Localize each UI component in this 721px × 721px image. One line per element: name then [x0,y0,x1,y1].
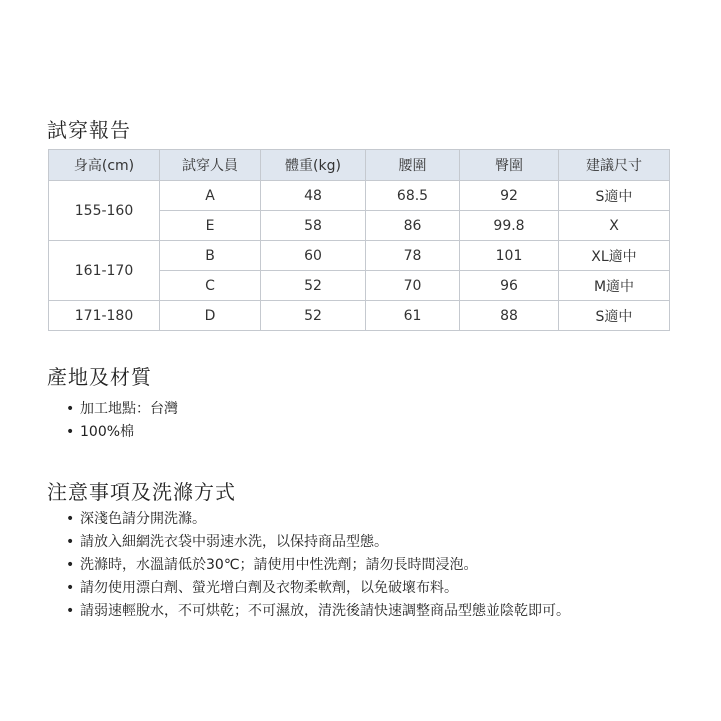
person-cell: A [160,181,261,211]
fitting-report-table [48,149,670,331]
person-cell: E [160,211,261,241]
weight-cell: 52 [261,271,366,301]
waist-cell: 86 [366,211,460,241]
person-cell: B [160,241,261,271]
list-item: • 100%棉 [66,421,178,444]
header-size: 建議尺寸 [559,150,670,181]
header-hip: 臀圍 [460,150,559,181]
header-height: 身高(cm) [49,150,160,181]
table-header-row [49,150,670,181]
report-title: 試穿報告 [47,118,131,142]
waist-cell: 61 [366,301,460,331]
care-title: 注意事項及洗滌方式 [47,480,236,504]
origin-title: 產地及材質 [47,365,152,389]
size-cell: X [559,211,670,241]
height-range-cell: 171-180 [49,301,160,331]
header-weight: 體重(kg) [261,150,366,181]
weight-cell: 58 [261,211,366,241]
header-person: 試穿人員 [160,150,261,181]
list-item: • 加工地點：台灣 [66,398,178,421]
header-waist: 腰圍 [366,150,460,181]
size-cell: XL適中 [559,241,670,271]
person-cell: C [160,271,261,301]
list-item: • 請放入細網洗衣袋中弱速水洗，以保持商品型態。 [66,531,570,554]
person-cell: D [160,301,261,331]
hip-cell: 99.8 [460,211,559,241]
waist-cell: 68.5 [366,181,460,211]
size-cell: M適中 [559,271,670,301]
list-item: • 請弱速輕脫水，不可烘乾；不可濕放，清洗後請快速調整商品型態並陰乾即可。 [66,600,570,623]
list-item: • 深淺色請分開洗滌。 [66,508,570,531]
waist-cell: 78 [366,241,460,271]
weight-cell: 52 [261,301,366,331]
list-item: • 洗滌時，水溫請低於30℃；請使用中性洗劑；請勿長時間浸泡。 [66,554,570,577]
height-range-cell: 155-160 [49,181,160,241]
table-row [49,241,670,271]
list-item: • 請勿使用漂白劑、螢光增白劑及衣物柔軟劑，以免破壞布料。 [66,577,570,600]
care-list [66,508,570,623]
hip-cell: 101 [460,241,559,271]
weight-cell: 48 [261,181,366,211]
size-cell: S適中 [559,301,670,331]
hip-cell: 88 [460,301,559,331]
weight-cell: 60 [261,241,366,271]
hip-cell: 96 [460,271,559,301]
origin-list [66,398,178,444]
waist-cell: 70 [366,271,460,301]
hip-cell: 92 [460,181,559,211]
table-row [49,301,670,331]
size-cell: S適中 [559,181,670,211]
table-row [49,181,670,211]
height-range-cell: 161-170 [49,241,160,301]
